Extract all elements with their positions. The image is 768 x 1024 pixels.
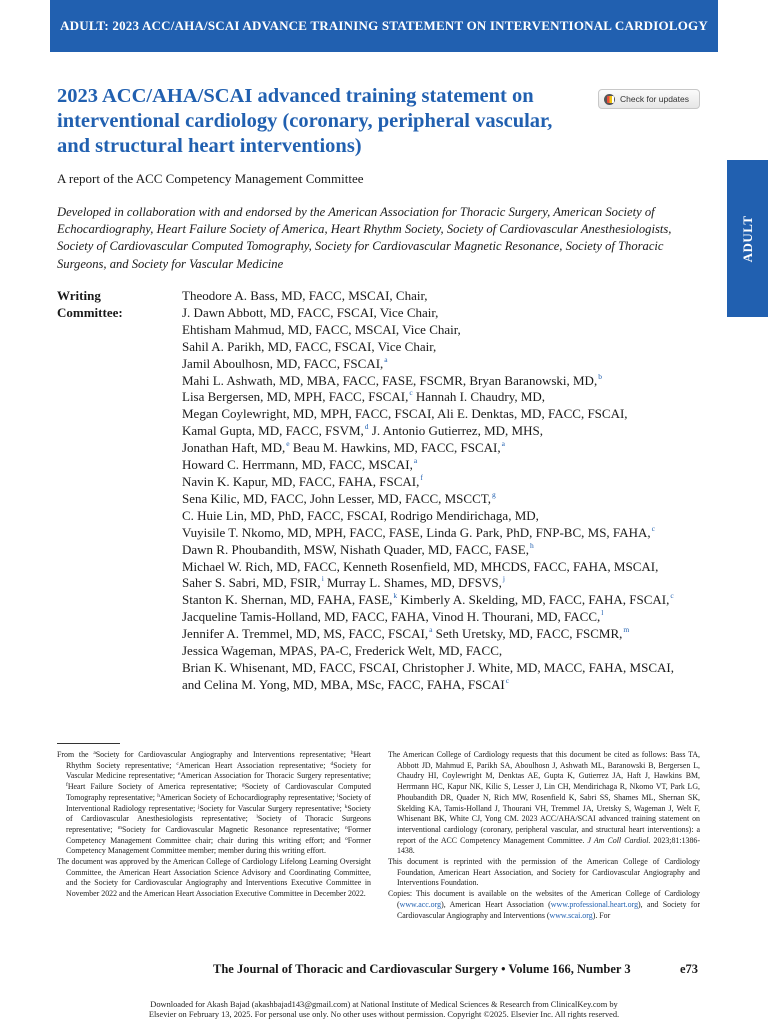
committee-names: Dawn R. Phoubandith, MSW, Nishath Quader, MD, FACC, FASE, [182, 541, 530, 557]
affiliation-marker[interactable]: e [286, 439, 290, 449]
committee-line [182, 339, 722, 356]
download-notice-line-1: Downloaded for Akash Bajad (akashbajad143@gmail.com) at National Institute of Medical Sciences & Research from ClinicalKey.com by [150, 1000, 618, 1009]
journal-footer: The Journal of Thoracic and Cardiovascular Surgery • Volume 166, Number 3 [213, 962, 631, 976]
committee-names: Jamil Aboulhosn, MD, FACC, FSCAI, [182, 355, 384, 371]
committee-names: Theodore A. Bass, MD, FACC, MSCAI, Chair, [182, 288, 428, 303]
report-subtitle: A report of the ACC Competency Management Committee [57, 171, 364, 186]
committee-line [182, 288, 722, 305]
committee-names: Megan Coylewright, MD, MPH, FACC, FSCAI, Ali E. Denktas, MD, FACC, FSCAI, [182, 406, 628, 422]
affiliation-marker[interactable]: a [384, 354, 388, 364]
committee-names: Brian K. Whisenant, MD, FACC, FSCAI, Christopher J. White, MD, MACC, FAHA, MSCAI, [182, 659, 674, 675]
collaboration-statement: Developed in collaboration with and endorsed by the American Association for Thoracic Surgery, American Society of Echocardiography, Heart Failure Society of America, Heart Rhythm Society, Society of Cardiovascular Anesthesiologists, Society of Cardiovascular Computed Tomography, Society for Cardiovascular Magnetic Resonance, Society of Thoracic Surgeons, and Society for Vascular Medicine [57, 205, 672, 271]
committee-line [182, 373, 722, 390]
committee-names: Saher S. Sabri, MD, FSIR, [182, 575, 321, 591]
affiliations-footnote: From the $^a$Society for Cardiovascular Angiography and Interventions representative; $^b$Heart Rhythm Society representative; $^c$American Heart Association representative; $^d$Society for Vascular Medicine representative; $^e$American Association for Thoracic Surgery representative; $^f$Heart Failure Society of America representative; $^g$Society of Cardiovascular Computed Tomography representative; $^h$American Society of Echocardiography representative; $^i$Society of Interventional Radiology representative; $^j$Society for Vascular Surgery representative; $^k$Society of Cardiovascular Anesthesiologists representative; $^l$Society of Thoracic Surgeons representative; $^m$Society for Cardiovascular Magnetic Resonance representative; $^n$Former Competency Management Committee chair; chair during this writing effort; and $^o$Former Competency Management Committee member; member during this writing effort. [57, 750, 371, 856]
check-for-updates-label: Check for updates [620, 94, 689, 104]
reprint-footnote: This document is reprinted with the permission of the American College of Cardiology Foundation, American Heart Association, and Society for Cardiovascular Angiography and Interventions Foundation. [388, 857, 700, 888]
committee-names: Ehtisham Mahmud, MD, FACC, MSCAI, Vice Chair, [182, 321, 461, 337]
article-title [57, 84, 587, 159]
affiliation-marker[interactable]: m [623, 625, 630, 635]
title-line-1: 2023 ACC/AHA/SCAI advanced training statement on [57, 85, 534, 107]
committee-names: Hannah I. Chaudry, MD, [412, 389, 546, 405]
committee-names: Murray L. Shames, MD, DFSVS, [323, 575, 502, 591]
affiliation-marker[interactable]: j [502, 574, 505, 584]
wc-label-line-1: Writing [57, 288, 101, 303]
committee-line [182, 643, 722, 660]
committee-line [182, 609, 722, 626]
committee-line [182, 660, 722, 677]
committee-names: Vuyisile T. Nkomo, MD, MPH, FACC, FASE, Linda G. Park, PhD, FNP-BC, MS, FAHA, [182, 524, 651, 540]
committee-names: J. Antonio Gutierrez, MD, MHS, [368, 423, 543, 439]
side-section-tab [727, 160, 768, 317]
committee-names: Howard C. Herrmann, MD, FACC, MSCAI, [182, 457, 413, 473]
committee-line [182, 322, 722, 339]
committee-names: and Celina M. Yong, MD, MBA, MSc, FACC, FAHA, FSCAI [182, 676, 505, 692]
committee-line [182, 423, 722, 440]
title-line-3: and structural heart interventions) [57, 135, 362, 157]
committee-line [182, 389, 722, 406]
committee-line [182, 491, 722, 508]
affiliation-marker[interactable]: c [670, 591, 674, 601]
committee-line [182, 559, 722, 576]
section-banner-text: ADULT: 2023 ACC/AHA/SCAI ADVANCE TRAINING STATEMENT ON INTERVENTIONAL CARDIOLOGY [60, 18, 708, 33]
committee-names: Kimberly A. Skelding, MD, FACC, FAHA, FSCAI, [397, 592, 670, 608]
affiliation-marker[interactable]: h [530, 540, 534, 550]
committee-line [182, 440, 722, 457]
committee-names: Sena Kilic, MD, FACC, John Lesser, MD, FACC, MSCCT, [182, 490, 491, 506]
committee-line [182, 626, 722, 643]
acc-link[interactable]: www.acc.org [399, 899, 442, 909]
committee-names: Lisa Bergersen, MD, MPH, FACC, FSCAI, [182, 389, 409, 405]
committee-line [182, 508, 722, 525]
footnotes-right-column [388, 750, 700, 921]
committee-names: Kamal Gupta, MD, FACC, FSVM, [182, 423, 364, 439]
footnotes-left-column [57, 750, 371, 900]
wc-label-line-2: Committee: [57, 304, 123, 320]
committee-names: J. Dawn Abbott, MD, FACC, FSCAI, Vice Chair, [182, 304, 439, 320]
committee-names: Stanton K. Shernan, MD, FAHA, FASE, [182, 592, 393, 608]
committee-names: Jonathan Haft, MD, [182, 440, 286, 456]
writing-committee-list [182, 288, 722, 694]
citation-footnote: The American College of Cardiology requests that this document be cited as follows: Bass TA, Abbott JD, Mahmud E, Parikh SA, Aboulhosn J, Ashwath ML, Baranowski B, Bergersen L, Chaudry HI, Coylewright M, Denktas AE, Gupta K, Gutierrez JA, Haft J, Hawkins BM, Herrmann HC, Kapur NK, Kilic S, Lesser J, Lin CH, Mendirichaga R, Nkomo VT, Park LG, Phoubandith DR, Quader N, Rich MW, Rosenfield K, Sabri SS, Shames ML, Shernan SK, Skelding KA, Tamis-Holland J, Thourani VH, Tremmel JA, Uretsky S, Wageman J, Welt F, Whisenant BK, White CJ, Yong CM. 2023 ACC/AHA/SCAI advanced training statement on interventional cardiology (coronary, peripheral vascular, and structural heart interventions): a report of the ACC Competency Management Committee. J Am Coll Cardiol. 2023;81:1386-1438. [388, 750, 700, 856]
download-notice [0, 1000, 768, 1019]
affiliation-marker[interactable]: l [601, 608, 604, 618]
committee-line [182, 406, 722, 423]
committee-line [182, 474, 722, 491]
committee-names: Mahi L. Ashwath, MD, MBA, FACC, FASE, FSCMR, Bryan Baranowski, MD, [182, 372, 598, 388]
committee-names: C. Huie Lin, MD, PhD, FACC, FSCAI, Rodrigo Mendirichaga, MD, [182, 507, 539, 523]
approval-footnote: The document was approved by the American College of Cardiology Lifelong Learning Oversight Committee, the American Heart Association Science Advisory and Coordinating Committee, and the Society for Cardiovascular Angiography and Interventions Executive Committee in November 2022 and the American Heart Association Executive Committee in December 2022. [57, 857, 371, 899]
affiliation-marker[interactable]: k [393, 591, 398, 601]
committee-names: Navin K. Kapur, MD, FACC, FAHA, FSCAI, [182, 473, 420, 489]
aha-link[interactable]: www.professional.heart.org [550, 899, 639, 909]
crossmark-icon [604, 94, 615, 105]
affiliation-marker[interactable]: c [409, 388, 413, 398]
affiliation-marker[interactable]: a [429, 625, 433, 635]
footnote-divider [57, 743, 120, 744]
committee-line [182, 575, 722, 592]
affiliation-marker[interactable]: f [420, 472, 423, 482]
affiliation-marker[interactable]: d [364, 422, 369, 432]
copies-footnote: Copies: This document is available on the websites of the American College of Cardiology (www.acc.org), American Heart Association (www.professional.heart.org), and Society for Cardiovascular Angiography and Interventions (www.scai.org). For [388, 889, 700, 920]
committee-names: Jennifer A. Tremmel, MD, MS, FACC, FSCAI, [182, 626, 429, 642]
page-number: e73 [680, 962, 699, 976]
committee-line [182, 677, 722, 694]
committee-line [182, 356, 722, 373]
download-notice-line-2: Elsevier on February 13, 2025. For personal use only. No other uses without permission. Copyright ©2025. Elsevier Inc. All rights reserved. [148, 1009, 620, 1019]
committee-line [182, 525, 722, 542]
side-section-tab-text: ADULT [739, 215, 755, 262]
committee-line [182, 305, 722, 322]
committee-names: Michael W. Rich, MD, FACC, Kenneth Rosenfield, MD, MHCDS, FACC, FAHA, MSCAI, [182, 558, 659, 574]
committee-names: Sahil A. Parikh, MD, FACC, FSCAI, Vice Chair, [182, 338, 437, 354]
check-for-updates-button[interactable] [598, 89, 700, 109]
committee-line [182, 542, 722, 559]
committee-names: Jacqueline Tamis-Holland, MD, FACC, FAHA, Vinod H. Thourani, MD, FACC, [182, 609, 601, 625]
affiliation-marker[interactable]: a [501, 439, 505, 449]
section-banner [50, 0, 718, 52]
affiliation-marker[interactable]: c [505, 675, 510, 685]
committee-names: Seth Uretsky, MD, FACC, FSCMR, [432, 626, 623, 642]
affiliation-marker[interactable]: g [491, 489, 496, 499]
committee-line [182, 592, 722, 609]
affiliation-marker[interactable]: b [598, 371, 602, 381]
title-line-2: interventional cardiology (coronary, peripheral vascular, [57, 110, 553, 132]
affiliation-marker[interactable]: a [413, 456, 418, 466]
writing-committee-label [57, 288, 167, 321]
committee-line [182, 457, 722, 474]
committee-names: Jessica Wageman, MPAS, PA-C, Frederick Welt, MD, FACC, [182, 643, 503, 659]
affiliation-marker[interactable]: c [651, 523, 655, 533]
affiliation-marker[interactable]: i [321, 574, 324, 584]
committee-names: Beau M. Hawkins, MD, FACC, FSCAI, [289, 440, 501, 456]
scai-link[interactable]: www.scai.org [549, 910, 593, 920]
